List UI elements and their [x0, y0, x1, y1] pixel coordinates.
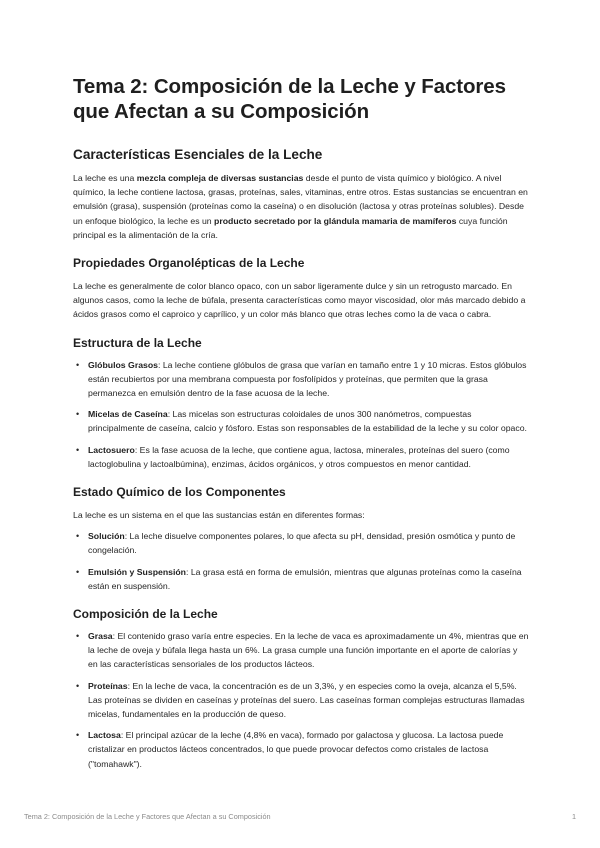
footer-text: Tema 2: Composición de la Leche y Factores que Afectan a su Composición — [24, 812, 271, 821]
section-heading-propiedades: Propiedades Organolépticas de la Leche — [73, 256, 305, 271]
page-number: 1 — [571, 812, 576, 821]
section-heading-estructura: Estructura de la Leche — [73, 335, 202, 350]
bullet-icon: • — [76, 631, 80, 642]
section-heading-composicion: Composición de la Leche — [73, 607, 218, 622]
page-footer — [24, 812, 576, 821]
paragraph-estado-quimico: La leche es un sistema en el que las sustancias están en diferentes formas: — [73, 510, 365, 521]
paragraph-propiedades: La leche es generalmente de color blanco opaco, con un sabor ligeramente dulce y sin un retrogusto marcado. En algunos casos, como la leche de búfala, presenta características como mayor viscosidad, olor más marcado debido a ácidos grasos como el caproico y caprílico, y un color más blanco que otras leches como la de vaca o cabra. — [73, 281, 526, 320]
bullet-icon: • — [76, 444, 80, 455]
list-item: • Emulsión y Suspensión: La grasa está en forma de emulsión, mientras que algunas proteínas como la caseína están en suspensión. — [76, 566, 522, 591]
list-item: • Glóbulos Grasos: La leche contiene glóbulos de grasa que varían en tamaño entre 1 y 10 micras. Estos glóbulos están recubiertos por una membrana compuesta por fosfolípidos y proteínas, que permiten que la grasa permanezca en emulsión dentro de la fase acuosa de la leche. — [76, 359, 527, 399]
list-item: • Lactosa: El principal azúcar de la leche (4,8% en vaca), formado por galactosa y glucosa. La lactosa puede cristalizar en productos lácteos concentrados, lo que puede provocar defectos como cristales de lactosa ("tomahawk"). — [76, 730, 504, 769]
list-composicion — [73, 629, 529, 771]
list-item: • Grasa: El contenido graso varía entre especies. En la leche de vaca es aproximadamente un 4%, mientras que en la leche de oveja y búfala llega hasta un 6%. La grasa cumple una función importante en el aporte de calorías y en las características sensoriales de los productos lácteos. — [76, 631, 529, 670]
list-estructura — [73, 358, 529, 471]
bullet-icon: • — [76, 531, 80, 542]
bullet-icon: • — [76, 566, 80, 577]
bullet-icon: • — [76, 409, 80, 420]
bullet-icon: • — [76, 359, 80, 370]
bullet-icon: • — [76, 730, 80, 741]
list-item: • Micelas de Caseína: Las micelas son estructuras coloidales de unos 300 nanómetros, compuestas principalmente de caseína, calcio y fósforo. Estas son responsables de la estabilidad de la leche y su color opaco. — [76, 409, 527, 434]
section-heading-caracteristicas: Características Esenciales de la Leche — [73, 147, 323, 162]
list-estado-quimico — [73, 529, 529, 593]
paragraph-caracteristicas: La leche es una mezcla compleja de diversas sustancias desde el punto de vista químico y biológico. A nivel químico, la leche contiene lactosa, grasas, proteínas, sales, vitaminas, entre otros. Estas sustancias se encuentran en emulsión (grasa), suspensión (proteínas como la caseína) o en disolución (lactosa y otras proteínas solubles). Desde un enfoque biológico, la leche es un producto secretado por la glándula mamaria de mamíferos cuya función principal es la alimentación de la cría. — [73, 173, 528, 240]
document-title: Tema 2: Composición de la Leche y Factores que Afectan a su Composición — [73, 75, 506, 123]
list-item: • Lactosuero: Es la fase acuosa de la leche, que contiene agua, lactosa, minerales, proteínas del suero (como lactoglobulina y lactoalbúmina), enzimas, ácidos orgánicos, y otros compuestos en menor cantidad. — [76, 444, 510, 469]
section-heading-estado-quimico: Estado Químico de los Componentes — [73, 485, 286, 500]
bullet-icon: • — [76, 680, 80, 691]
list-item: • Solución: La leche disuelve componentes polares, lo que afecta su pH, densidad, presión osmótica y punto de congelación. — [76, 531, 516, 556]
document-page — [73, 74, 529, 778]
list-item: • Proteínas: En la leche de vaca, la concentración es de un 3,3%, y en especies como la oveja, alcanza el 5,5%. Las proteínas se dividen en caseínas y proteínas del suero. Las caseínas forman complejas estructuras llamadas micelas, fundamentales en la producción de queso. — [76, 680, 525, 720]
